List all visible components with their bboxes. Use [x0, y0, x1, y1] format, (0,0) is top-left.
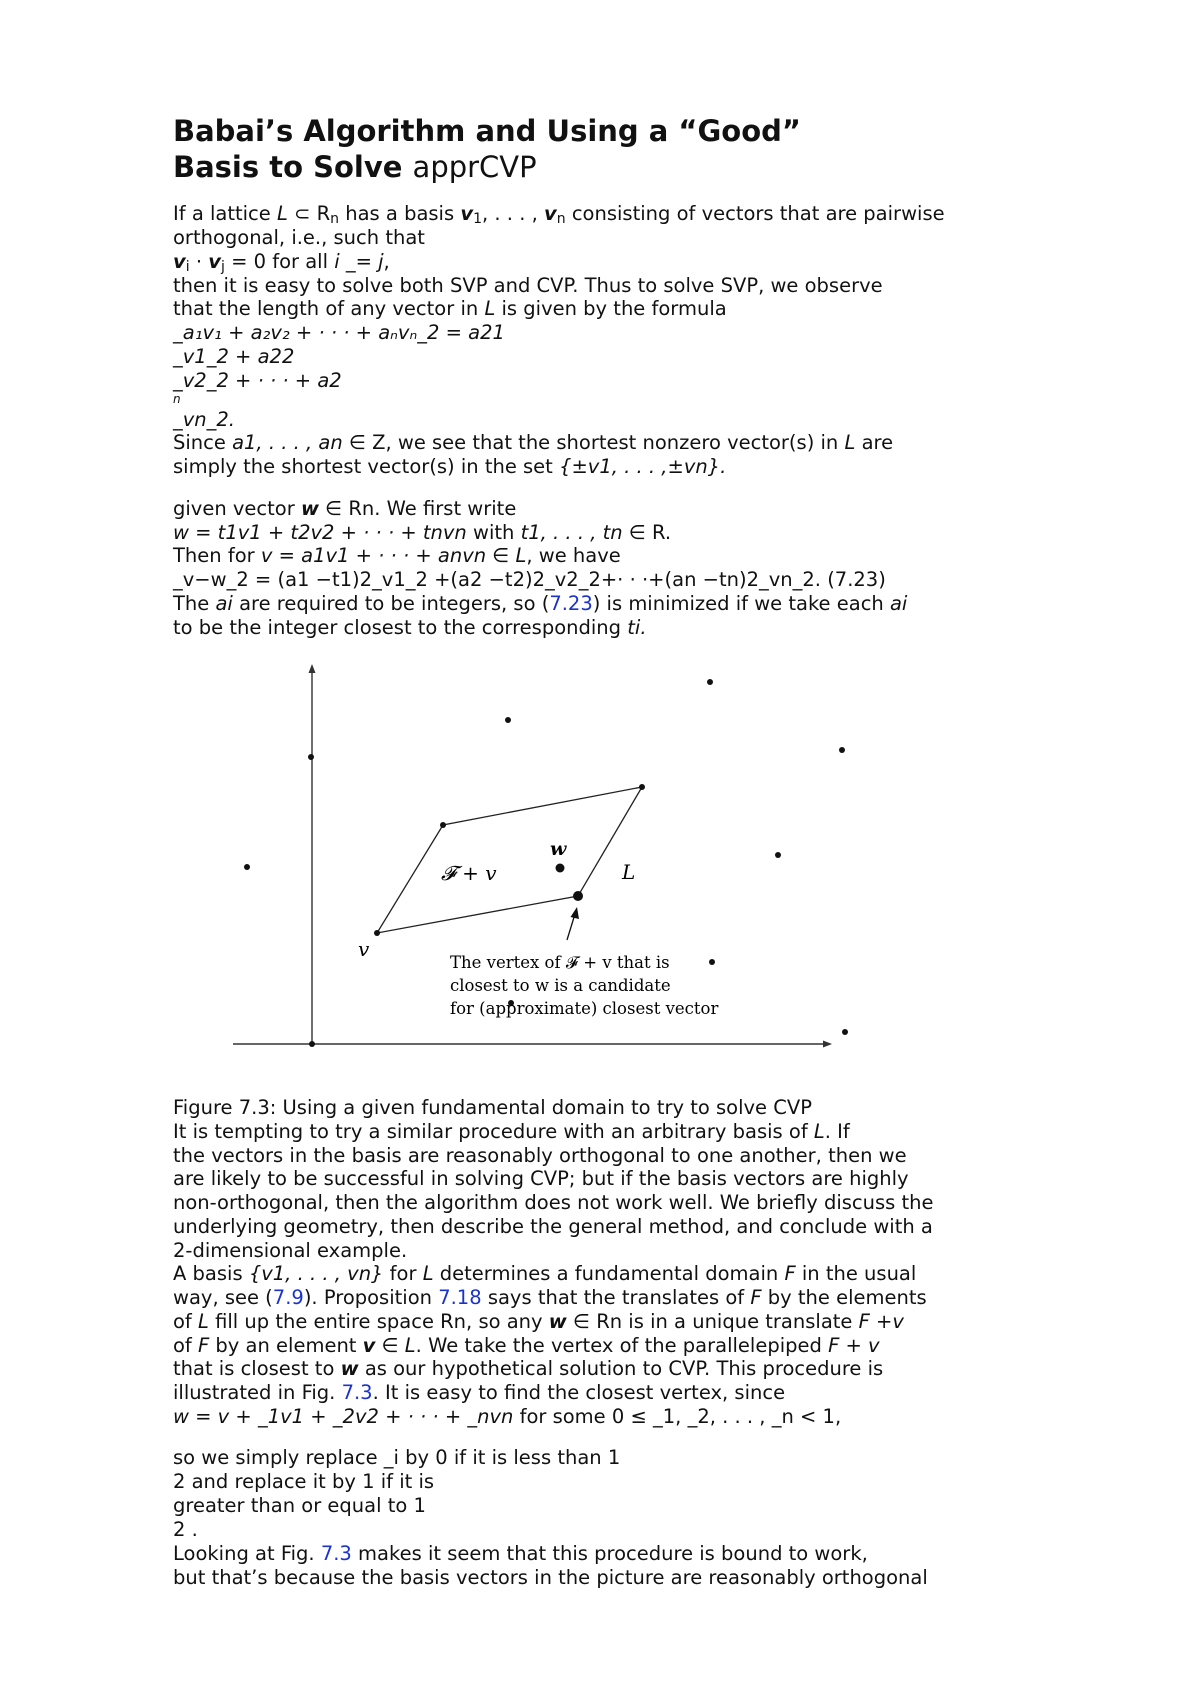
para3-line-6: to be the integer closest to the corresponding ti. [173, 616, 647, 639]
ref-fig-7-3[interactable]: 7.3 [341, 1381, 373, 1404]
ref-7-23[interactable]: 7.23 [549, 592, 593, 615]
para3-line-5: The ai are required to be integers, so (7.23) is minimized if we take each ai [173, 592, 908, 615]
lattice-point [709, 959, 715, 965]
para4-line-1: It is tempting to try a similar procedure with an arbitrary basis of L. If [173, 1120, 850, 1143]
para3-line-2: w = t1v1 + t2v2 + · · · + tnvn with t1, . . . , tn ∈ R. [173, 521, 672, 544]
annotation-line-1: The vertex of 𝓕 + v that is [450, 953, 670, 972]
para1-line-3: $v_i \cdot v_j = 0$ for all i _= j, [173, 250, 390, 276]
ref-7-9[interactable]: 7.9 [272, 1286, 304, 1309]
para4-line-4: non-orthogonal, then the algorithm does not work well. We briefly discuss the [173, 1191, 934, 1214]
label-w: w [550, 838, 567, 860]
page-title [173, 113, 801, 185]
para4-line-6: 2-dimensional example. [173, 1239, 408, 1262]
para3-line-3: Then for v = a1v1 + · · · + anvn ∈ L, we have [173, 544, 621, 567]
para5-line-2: way, see (7.9). Proposition 7.18 says that the translates of F by the elements [173, 1286, 927, 1309]
annotation-line-3: for (approximate) closest vector [450, 999, 719, 1018]
ref-7-18[interactable]: 7.18 [438, 1286, 482, 1309]
title-line-1: Babai’s Algorithm and Using a “Good” [173, 114, 801, 148]
lattice-point [707, 679, 713, 685]
para1-line-1: If a lattice L ⊂ $R_n$ has a basis $v_1$, . . . , $v_n$ consisting of vectors that are pairwise [173, 202, 945, 228]
title-line-2: Basis to Solve [173, 150, 403, 184]
lattice-point [505, 717, 511, 723]
lattice-point [839, 747, 845, 753]
para6-line-3: greater than or equal to 1 [173, 1494, 426, 1517]
para6-line-6: but that’s because the basis vectors in the picture are reasonably orthogonal [173, 1566, 928, 1589]
para5-line-3: of L fill up the entire space Rn, so any w ∈ Rn is in a unique translate F +v [173, 1310, 904, 1333]
vertex-v [374, 930, 380, 936]
closest-vertex [573, 891, 583, 901]
label-L: L [622, 860, 636, 884]
x-axis-arrow [823, 1041, 832, 1048]
ref-fig-7-3-b[interactable]: 7.3 [320, 1542, 352, 1565]
para5-line-4: of F by an element v ∈ L. We take the vertex of the parallelepiped F + v [173, 1334, 880, 1357]
para1-line-4: then it is easy to solve both SVP and CVP. Thus to solve SVP, we observe [173, 274, 883, 297]
para5-line-6: illustrated in Fig. 7.3. It is easy to find the closest vertex, since [173, 1381, 786, 1404]
para3-line-4: _v−w_2 = (a1 −t1)2_v1_2 +(a2 −t2)2_v2_2+· · ·+(an −tn)2_vn_2. (7.23) [173, 568, 886, 591]
para1-line-2: orthogonal, i.e., such that [173, 226, 425, 249]
formula-line-2: _v1_2 + a22 [173, 345, 295, 368]
vertex [440, 822, 446, 828]
label-v: v [358, 937, 370, 961]
para1-line-5: that the length of any vector in L is given by the formula [173, 297, 727, 320]
lattice-point [308, 754, 314, 760]
y-axis-arrow [309, 664, 316, 673]
para6-line-1: so we simply replace _i by 0 if it is less than 1 [173, 1446, 621, 1469]
para6-line-5: Looking at Fig. 7.3 makes it seem that this procedure is bound to work, [173, 1542, 868, 1565]
formula-line-4: n [173, 392, 181, 406]
para2-line-2: simply the shortest vector(s) in the set {±v1, . . . ,±vn}. [173, 455, 727, 478]
label-F-plus-v: 𝓕 + v [441, 861, 497, 885]
formula-line-1: _a₁v₁ + a₂v₂ + · · · + aₙvₙ_2 = a21 [173, 321, 505, 344]
para6-line-2: 2 and replace it by 1 if it is [173, 1470, 435, 1493]
para5-line-5: that is closest to w as our hypothetical solution to CVP. This procedure is [173, 1357, 884, 1380]
point-w [556, 864, 565, 873]
para3-line-1: given vector w ∈ Rn. We first write [173, 497, 517, 520]
title-apprcvp: apprCVP [412, 150, 537, 184]
formula-line-5: _vn_2. [173, 408, 236, 431]
para2-line-1: Since a1, . . . , an ∈ Z, we see that the shortest nonzero vector(s) in L are [173, 431, 894, 454]
para6-line-4: 2 . [173, 1518, 198, 1541]
fundamental-domain-figure [225, 662, 855, 1062]
parallelogram-F-plus-v [377, 787, 642, 933]
formula-line-3: _v2_2 + · · · + a2 [173, 369, 342, 392]
para5-line-7: w = v + _1v1 + _2v2 + · · · + _nvn for some 0 ≤ _1, _2, . . . , _n < 1, [173, 1405, 842, 1428]
para5-line-1: A basis {v1, . . . , vn} for L determines a fundamental domain F in the usual [173, 1262, 917, 1285]
lattice-point [309, 1041, 315, 1047]
annotation-arrow [567, 914, 575, 940]
annotation-arrowhead [571, 907, 580, 919]
lattice-point [775, 852, 781, 858]
para4-line-3: are likely to be successful in solving CVP; but if the basis vectors are highly [173, 1167, 909, 1190]
lattice-point [842, 1029, 848, 1035]
vertex [639, 784, 645, 790]
lattice-point [244, 864, 250, 870]
figure-caption: Figure 7.3: Using a given fundamental domain to try to solve CVP [173, 1096, 812, 1119]
para4-line-2: the vectors in the basis are reasonably orthogonal to one another, then we [173, 1144, 907, 1167]
annotation-line-2: closest to w is a candidate [450, 976, 671, 995]
para4-line-5: underlying geometry, then describe the general method, and conclude with a [173, 1215, 933, 1238]
